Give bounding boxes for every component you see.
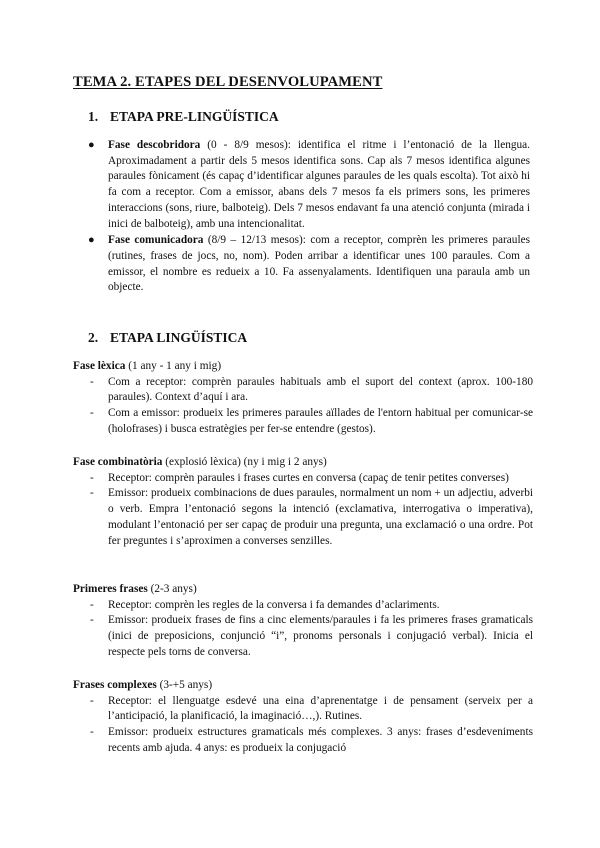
phase-description: (0 - 8/9 mesos): identifica el ritme i l’entonació de la llengua. Aproximadament a partir dels 5 mesos identifica sons. Cap als 7 mesos identifica algunes paraules fònicament (és capaç d’identificar algunes paraules de les quals escolta). Tot això hi fa com a receptor. Com a emissor, abans dels 7 mesos fa els primers sons, les primeres interaccions (sons, riure, balboteig). Dels 7 mesos endavant fa una atenció conjunta (mirada i inici de balboteig), amb una intencionalitat.: [108, 139, 531, 230]
phase-heading: [73, 678, 533, 694]
dash-icon: -: [90, 726, 94, 739]
list-item: [73, 725, 533, 756]
list-item: [73, 613, 533, 660]
list-item: [73, 406, 533, 437]
dash-icon: -: [90, 487, 94, 500]
list-item: [88, 138, 530, 232]
phase-name: Fase combinatòria: [73, 456, 163, 468]
phase-age: (3-+5 anys): [156, 679, 213, 691]
phase-heading: [73, 455, 533, 471]
phase-description: (8/9 – 12/13 mesos): com a receptor, comprèn les primeres paraules (rutines, frases de jocs, no, nom). Poden arribar a identificar unes 100 paraules. Com a emissor, el nombre es redueix a 10. Fa assenyalaments. Identifiquen una paraula amb un objecte.: [108, 234, 530, 294]
phase-heading: [73, 582, 533, 598]
list-item-text: Com a emissor: produeix les primeres paraules aïllades de l'entorn habitual per comunicar-se (holofrases) i busca estratègies per fer-se entendre (gestos).: [108, 407, 533, 435]
section-heading-text: ETAPA PRE-LINGÜÍSTICA: [110, 109, 279, 124]
dash-icon: -: [90, 694, 94, 707]
section-heading-linguistic: [88, 330, 247, 346]
phase-name: Frases complexes: [73, 679, 157, 691]
dash-icon: -: [90, 471, 94, 484]
phase-item-list: [73, 471, 533, 550]
section-heading-text: ETAPA LINGÜÍSTICA: [110, 330, 248, 345]
list-item-text: Emissor: produeix frases de fins a cinc elements/paraules i fa les primeres frases gramaticals (inici de preposicions, conjunció “i”, pronoms personals i conjugació verbal). Inicia el respecte pels torns de conversa.: [108, 614, 533, 658]
phase-age: (explosió lèxica) (ny i mig i 2 anys): [162, 456, 327, 468]
phase-age: (2-3 anys): [147, 583, 197, 595]
prelinguistic-bullet-list: [88, 138, 530, 297]
section-number: 1.: [88, 109, 99, 124]
phase-heading: [73, 359, 533, 375]
section-heading-prelinguistic: [88, 109, 279, 125]
dash-icon: -: [90, 407, 94, 420]
phase-name: Fase lèxica: [73, 360, 126, 372]
phase-name: Fase comunicadora: [108, 234, 204, 247]
document-title: TEMA 2. ETAPES DEL DESENVOLUPAMENT: [73, 74, 383, 90]
phase-age: (1 any - 1 any i mig): [125, 360, 222, 372]
dash-icon: -: [90, 614, 94, 627]
list-item-text: Receptor: comprèn les regles de la conversa i fa demandes d’aclariments.: [108, 598, 440, 611]
section-number: 2.: [88, 330, 99, 345]
list-item: [73, 486, 533, 549]
phase-name: Primeres frases: [73, 583, 148, 595]
list-item-text: Receptor: el llenguatge esdevé una eina d’aprenentatge i de pensament (serveix per a l’anticipació, la planificació, la imaginació…,). Rutines.: [108, 694, 533, 723]
dash-icon: -: [90, 598, 94, 611]
bullet-icon: ●: [88, 139, 95, 151]
list-item: [73, 694, 533, 725]
list-item-text: Emissor: produeix combinacions de dues paraules, normalment un nom + un adjectiu, adverbi o verb. Empra l’entonació segons la intenció (exclamativa, interrogativa o imperativa), modulant l’entonació per ser capaç de produir una pregunta, una exclamació o una ordre. Pot fer preguntes i s’aproximen a converses senzilles.: [108, 487, 533, 547]
phase-lexical: [73, 359, 533, 438]
list-item: [73, 375, 533, 406]
phase-item-list: [73, 375, 533, 438]
phase-combinatory: [73, 455, 533, 549]
phase-item-list: [73, 694, 533, 757]
phase-item-list: [73, 598, 533, 661]
bullet-icon: ●: [88, 234, 95, 247]
list-item-text: Com a receptor: comprèn paraules habituals amb el suport del context (aprox. 100-180 paraules). Context d’aquí i ara.: [108, 375, 533, 404]
dash-icon: -: [90, 375, 94, 388]
list-item-text: Receptor: comprèn paraules i frases curtes en conversa (capaç de tenir petites converses): [108, 471, 509, 484]
list-item: [73, 471, 533, 487]
list-item: [88, 233, 530, 296]
list-item-text: Emissor: produeix estructures gramaticals més complexes. 3 anys: frases d’esdeveniments recents amb ajuda. 4 anys: es produeix la conjugació: [108, 726, 533, 754]
list-item: [73, 598, 533, 614]
phase-first-sentences: [73, 582, 533, 661]
phase-name: Fase descobridora: [108, 139, 201, 151]
phase-complex-sentences: [73, 678, 533, 757]
